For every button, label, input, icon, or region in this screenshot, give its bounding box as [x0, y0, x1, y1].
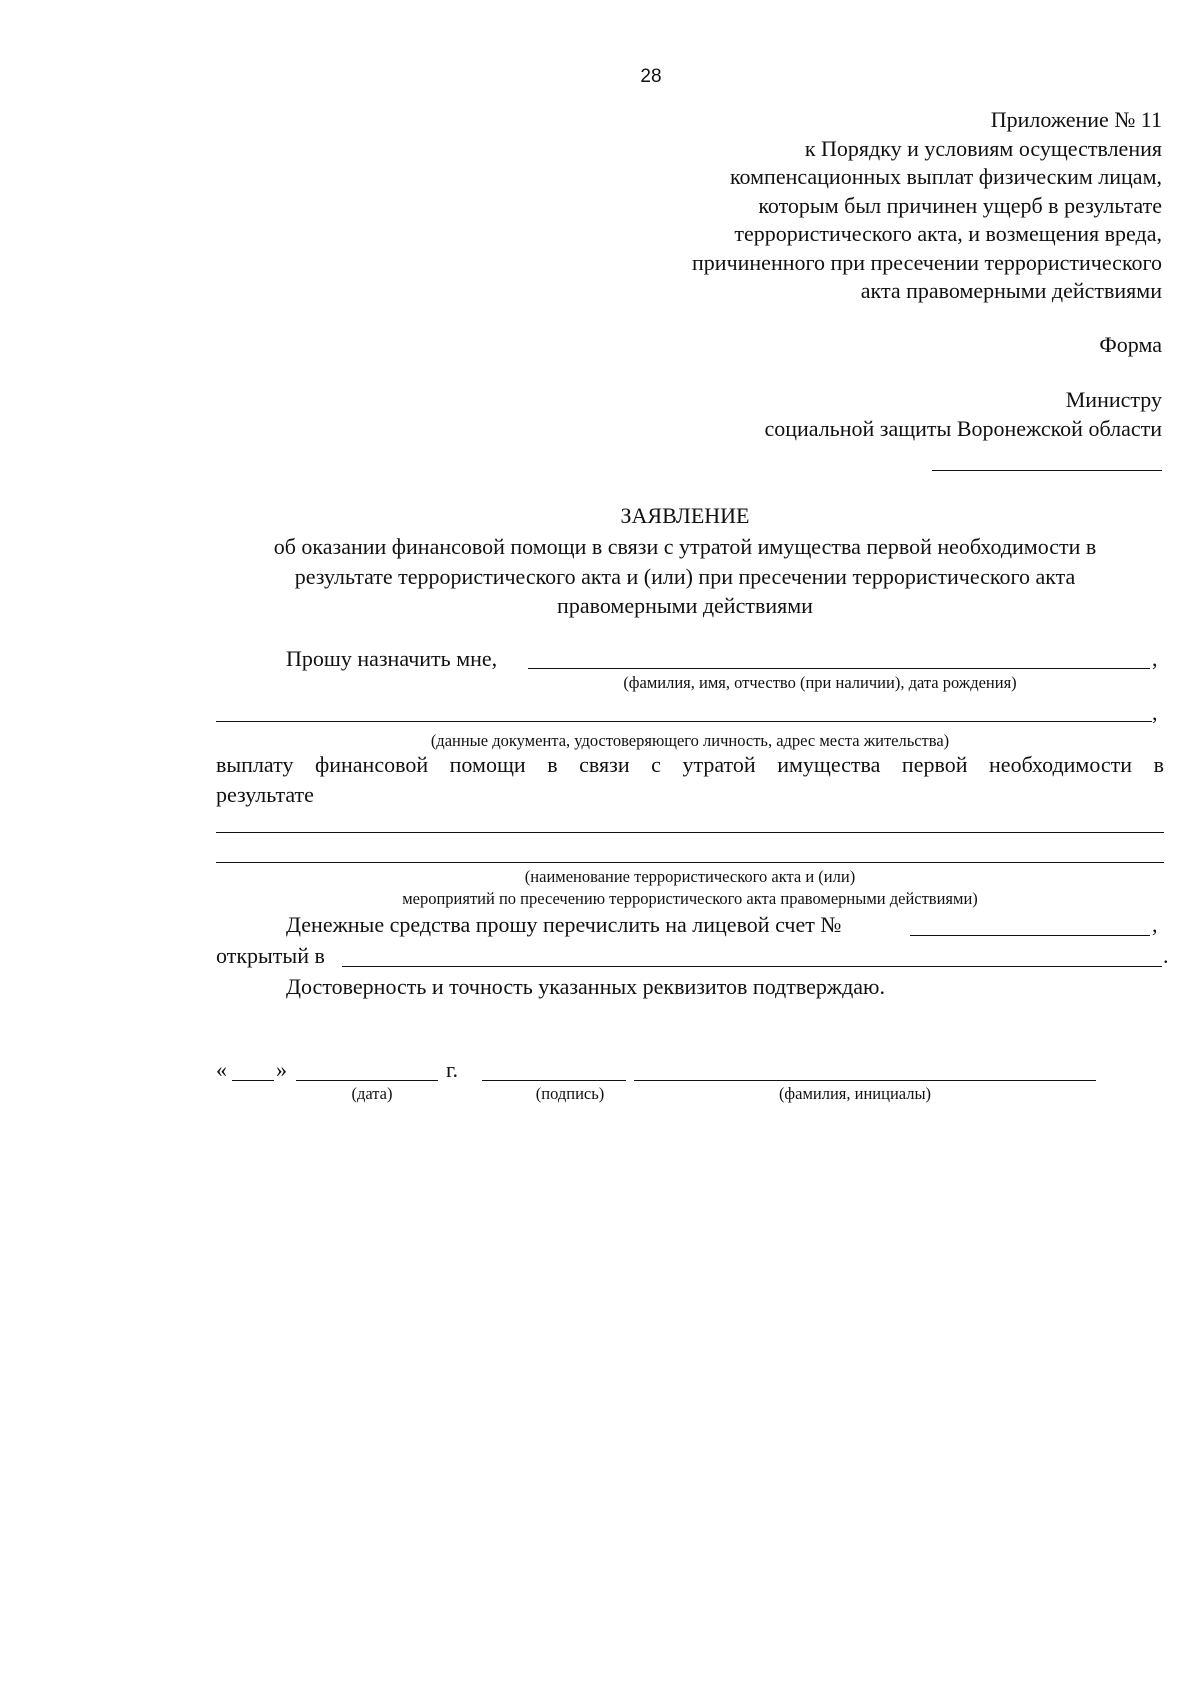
appendix-line: террористического акта, и возмещения вреда,	[734, 221, 1162, 246]
act-name-field-line1[interactable]	[216, 832, 1164, 833]
applicant-name-field[interactable]	[528, 668, 1150, 669]
comma: ,	[1152, 912, 1158, 937]
appendix-line: к Порядку и условиям осуществления	[804, 135, 1162, 161]
appendix-line: которым был причинен ущерб в результате	[758, 192, 1162, 218]
full-name-initials-field[interactable]	[634, 1080, 1096, 1081]
subtitle-line: результате террористического акта и (или) при пресечении террористического акта	[294, 563, 1076, 589]
hint-applicant-name: (фамилия, имя, отчество (при наличии), дата рождения)	[623, 673, 1017, 692]
confirmation-text: Достоверность и точность указанных реквизитов подтверждаю.	[286, 974, 885, 999]
month-field[interactable]	[296, 1080, 438, 1081]
hint-applicant-document: (данные документа, удостоверяющего личность, адрес места жительства)	[430, 731, 950, 750]
hint-date: (дата)	[351, 1084, 393, 1103]
applicant-document-field[interactable]	[216, 721, 1152, 722]
addressee-line: социальной защиты Воронежской области	[764, 416, 1162, 441]
opened-prefix: открытый в	[216, 943, 325, 968]
payment-text-line: выплату финансовой помощи в связи с утратой имущества первой необходимости в	[216, 752, 1164, 777]
appendix-line: компенсационных выплат физическим лицам,	[729, 164, 1162, 189]
addressee-blank-line[interactable]	[932, 470, 1162, 471]
act-name-field-line2[interactable]	[216, 862, 1164, 863]
appendix-header	[522, 106, 1162, 306]
addressee-block	[764, 385, 1162, 443]
appendix-line: Приложение № 11	[990, 107, 1162, 132]
period: .	[1163, 943, 1169, 968]
form-label: Форма	[1099, 332, 1162, 357]
page-number: 28	[640, 66, 662, 87]
comma: ,	[1152, 646, 1158, 671]
hint-signature: (подпись)	[535, 1084, 605, 1103]
signature-field[interactable]	[482, 1080, 626, 1081]
hint-full-name: (фамилия, инициалы)	[778, 1084, 932, 1103]
hint-act-name: мероприятий по пресечению террористического акта правомерными действиями)	[402, 889, 978, 908]
day-field[interactable]	[232, 1080, 274, 1081]
document-subtitle	[216, 532, 1154, 621]
document-title: ЗАЯВЛЕНИЕ	[620, 503, 750, 528]
payment-text-line: результате	[216, 782, 314, 807]
subtitle-line: об оказании финансовой помощи в связи с утратой имущества первой необходимости в	[273, 534, 1097, 559]
hint-act-name: (наименование террористического акта и (или)	[524, 867, 856, 886]
account-number-field[interactable]	[910, 935, 1150, 936]
bank-name-field[interactable]	[342, 966, 1162, 967]
addressee-line: Министру	[1065, 387, 1162, 412]
quote-open: «	[216, 1057, 227, 1082]
appendix-line: акта правомерными действиями	[860, 278, 1162, 303]
comma: ,	[1152, 700, 1158, 725]
account-prefix: Денежные средства прошу перечислить на лицевой счет №	[286, 912, 842, 937]
appendix-line: причиненного при пресечении террористического	[692, 249, 1162, 275]
subtitle-line: правомерными действиями	[557, 593, 813, 618]
request-prefix: Прошу назначить мне,	[286, 646, 498, 671]
year-suffix: г.	[446, 1057, 459, 1082]
quote-close: »	[276, 1057, 287, 1082]
